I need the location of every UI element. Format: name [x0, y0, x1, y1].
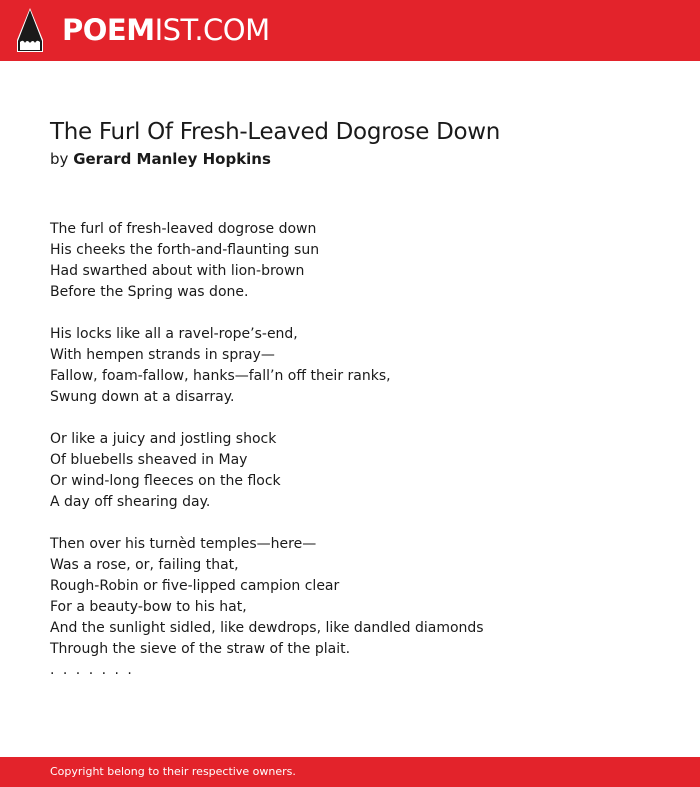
- site-logo-text[interactable]: [62, 13, 270, 47]
- footer-copyright: Copyright belong to their respective owners.: [50, 765, 296, 778]
- poem-line: Of bluebells sheaved in May: [50, 452, 248, 468]
- poem-line: The furl of fresh-leaved dogrose down: [50, 221, 317, 237]
- poem-line: A day off shearing day.: [50, 494, 211, 510]
- pencil-tip-icon[interactable]: [17, 8, 43, 52]
- poem-byline: [50, 149, 271, 169]
- poem-line: Swung down at a disarray.: [50, 389, 235, 405]
- poem-title: The Furl Of Fresh-Leaved Dogrose Down: [50, 119, 501, 145]
- poem-line: And the sunlight sidled, like dewdrops, like dandled diamonds: [50, 620, 484, 636]
- site-header: [0, 0, 700, 61]
- poem-line: Through the sieve of the straw of the plait.: [50, 641, 351, 657]
- logo-text-light: IST.COM: [154, 13, 270, 47]
- site-footer: [0, 757, 700, 787]
- poem-line: For a beauty-bow to his hat,: [50, 599, 247, 615]
- poem-stanza: [50, 429, 670, 513]
- poem-line: His locks like all a ravel-rope’s-end,: [50, 326, 298, 342]
- poem-body: [50, 219, 670, 681]
- poem-line: Then over his turnèd temples—here—: [50, 536, 317, 552]
- byline-prefix: by: [50, 150, 69, 168]
- logo-text-bold: POEM: [62, 13, 155, 47]
- poem-line: Was a rose, or, failing that,: [50, 557, 239, 573]
- poem-stanza: [50, 324, 670, 408]
- poem-line: With hempen strands in spray—: [50, 347, 275, 363]
- poem-line: Fallow, foam-fallow, hanks—fall’n off their ranks,: [50, 368, 391, 384]
- poem-line: Or wind-long fleeces on the flock: [50, 473, 281, 489]
- poem-line: His cheeks the forth-and-flaunting sun: [50, 242, 320, 258]
- poem-line: Or like a juicy and jostling shock: [50, 431, 277, 447]
- poem-line: Had swarthed about with lion-brown: [50, 263, 305, 279]
- poem-line: Before the Spring was done.: [50, 284, 249, 300]
- poem-author: Gerard Manley Hopkins: [73, 150, 271, 168]
- poem-line: Rough-Robin or five-lipped campion clear: [50, 578, 340, 594]
- poem-stanza: [50, 219, 670, 303]
- poem-continuation-ellipsis: . . . . . . .: [50, 662, 134, 678]
- poem-stanza: [50, 534, 670, 681]
